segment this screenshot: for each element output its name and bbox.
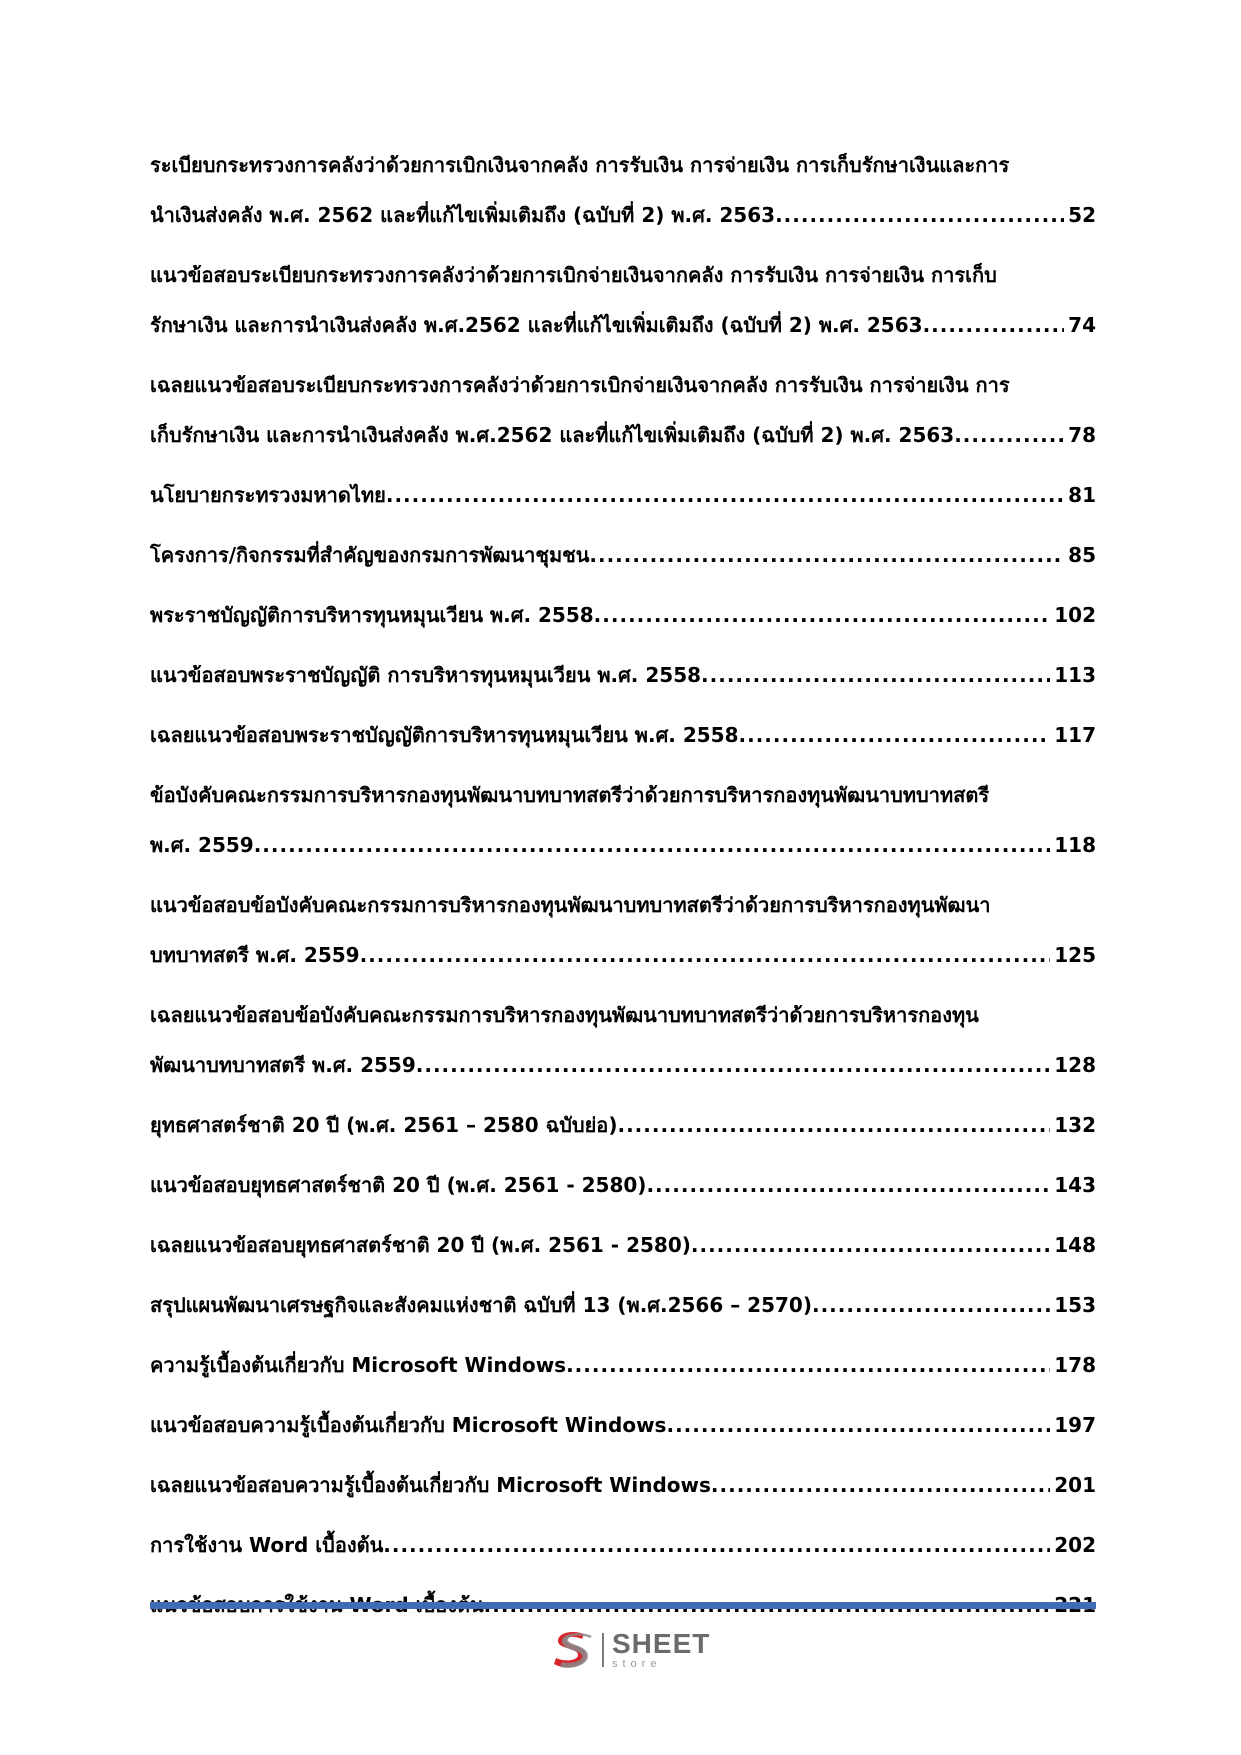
dot-leader [360,930,1051,980]
toc-entry-title: นำเงินส่งคลัง พ.ศ. 2562 และที่แก้ไขเพิ่มเติมถึง (ฉบับที่ 2) พ.ศ. 2563 [150,203,776,227]
toc-entry-title: ยุทธศาสตร์ชาติ 20 ปี (พ.ศ. 2561 – 2580 ฉบับย่อ) [150,1113,618,1137]
toc-entry-title: นโยบายกระทรวงมหาดไทย [150,483,386,507]
dot-leader [812,1280,1050,1330]
toc-entry[interactable] [150,1400,1096,1450]
toc-page-number: 113 [1054,663,1096,687]
toc-entry-title: โครงการ/กิจกรรมที่สำคัญของกรมการพัฒนาชุมชน [150,543,590,567]
toc-page-number: 153 [1054,1293,1096,1317]
dot-leader [566,1340,1050,1390]
toc-entry-last-line [150,1280,1096,1330]
toc-page-number: 202 [1054,1533,1096,1557]
toc-entry[interactable] [150,250,1096,350]
toc-entry-title-line: เฉลยแนวข้อสอบระเบียบกระทรวงการคลังว่าด้วยการเบิกจ่ายเงินจากคลัง การรับเงิน การจ่ายเงิน การ [150,373,1010,397]
toc-entry[interactable] [150,650,1096,700]
logo-subword: store [612,1658,662,1670]
toc-page-number: 132 [1054,1113,1096,1137]
dot-leader [775,190,1064,240]
toc-entry[interactable] [150,1520,1096,1570]
toc-entry-last-line [150,590,1096,640]
toc-page-number: 148 [1054,1233,1096,1257]
toc-entry[interactable] [150,590,1096,640]
toc-page-number: 178 [1054,1353,1096,1377]
table-of-contents [150,140,1096,1640]
toc-entry[interactable] [150,1280,1096,1330]
sheet-store-logo [548,1628,710,1672]
toc-entry[interactable] [150,1220,1096,1270]
toc-entry[interactable] [150,1460,1096,1510]
toc-page-number: 128 [1054,1053,1096,1077]
dot-leader [594,590,1051,640]
dot-leader [739,710,1051,760]
toc-entry[interactable] [150,990,1096,1090]
toc-entry-last-line [150,1400,1096,1450]
toc-entry-title: บทบาทสตรี พ.ศ. 2559 [150,943,360,967]
dot-leader [691,1220,1050,1270]
toc-entry[interactable] [150,470,1096,520]
dot-leader [383,1520,1050,1570]
toc-entry-last-line [150,710,1096,760]
toc-entry-last-line [150,530,1096,580]
dot-leader [711,1460,1050,1510]
toc-entry-title-line: แนวข้อสอบข้อบังคับคณะกรรมการบริหารกองทุนพัฒนาบทบาทสตรีว่าด้วยการบริหารกองทุนพัฒนา [150,893,991,917]
logo-separator [602,1633,604,1667]
toc-page-number: 85 [1068,543,1096,567]
toc-entry[interactable] [150,880,1096,980]
toc-entry-title: เฉลยแนวข้อสอบยุทธศาสตร์ชาติ 20 ปี (พ.ศ. 2561 - 2580) [150,1233,691,1257]
toc-entry-title: แนวข้อสอบความรู้เบื้องต้นเกี่ยวกับ Microsoft Windows [150,1413,667,1437]
toc-entry-title: เก็บรักษาเงิน และการนำเงินส่งคลัง พ.ศ.2562 และที่แก้ไขเพิ่มเติมถึง (ฉบับที่ 2) พ.ศ. 2563 [150,423,955,447]
toc-page-number: 52 [1068,203,1096,227]
dot-leader [589,530,1064,580]
toc-entry-title-line: ระเบียบกระทรวงการคลังว่าด้วยการเบิกเงินจากคลัง การรับเงิน การจ่ายเงิน การเก็บรักษาเงินและการ [150,153,1010,177]
toc-page-number: 102 [1054,603,1096,627]
dot-leader [701,650,1050,700]
toc-entry-last-line [150,410,1096,460]
toc-entry-title: พ.ศ. 2559 [150,833,254,857]
toc-page-number: 81 [1068,483,1096,507]
toc-entry[interactable] [150,530,1096,580]
toc-entry-title-line: เฉลยแนวข้อสอบข้อบังคับคณะกรรมการบริหารกองทุนพัฒนาบทบาทสตรีว่าด้วยการบริหารกองทุน [150,1003,979,1027]
toc-entry-title-line: ข้อบังคับคณะกรรมการบริหารกองทุนพัฒนาบทบาทสตรีว่าด้วยการบริหารกองทุนพัฒนาบทบาทสตรี [150,783,990,807]
toc-entry-title: แนวข้อสอบยุทธศาสตร์ชาติ 20 ปี (พ.ศ. 2561 - 2580) [150,1173,647,1197]
toc-entry-title: รักษาเงิน และการนำเงินส่งคลัง พ.ศ.2562 และที่แก้ไขเพิ่มเติมถึง (ฉบับที่ 2) พ.ศ. 2563 [150,313,923,337]
toc-page-number: 74 [1068,313,1096,337]
toc-entry-last-line [150,1460,1096,1510]
toc-page-number: 125 [1054,943,1096,967]
toc-page-number: 197 [1054,1413,1096,1437]
toc-entry-last-line [150,1220,1096,1270]
toc-entry-title: ความรู้เบื้องต้นเกี่ยวกับ Microsoft Windows [150,1353,567,1377]
toc-entry-last-line [150,650,1096,700]
dot-leader [666,1400,1050,1450]
toc-entry-title: พัฒนาบทบาทสตรี พ.ศ. 2559 [150,1053,416,1077]
toc-entry-last-line [150,820,1096,870]
dot-leader [617,1100,1050,1150]
toc-entry-title: แนวข้อสอบพระราชบัญญัติ การบริหารทุนหมุนเวียน พ.ศ. 2558 [150,663,702,687]
toc-entry[interactable] [150,1160,1096,1210]
toc-entry-title: สรุปแผนพัฒนาเศรษฐกิจและสังคมแห่งชาติ ฉบับที่ 13 (พ.ศ.2566 – 2570) [150,1293,812,1317]
toc-entry-title: พระราชบัญญัติการบริหารทุนหมุนเวียน พ.ศ. 2558 [150,603,594,627]
toc-entry-title: เฉลยแนวข้อสอบความรู้เบื้องต้นเกี่ยวกับ Microsoft Windows [150,1473,711,1497]
toc-entry[interactable] [150,1340,1096,1390]
toc-entry-title-line: แนวข้อสอบระเบียบกระทรวงการคลังว่าด้วยการเบิกจ่ายเงินจากคลัง การรับเงิน การจ่ายเงิน การเก็บ [150,263,997,287]
dot-leader [646,1160,1050,1210]
dot-leader [416,1040,1051,1090]
toc-page-number: 78 [1068,423,1096,447]
toc-entry-last-line [150,470,1096,520]
toc-entry[interactable] [150,770,1096,870]
toc-entry-last-line [150,190,1096,240]
dot-leader [254,820,1051,870]
logo-word: SHEET [612,1628,711,1659]
dot-leader [923,300,1065,350]
toc-entry[interactable] [150,710,1096,760]
toc-page-number: 117 [1054,723,1096,747]
toc-entry-last-line [150,1340,1096,1390]
dot-leader [386,470,1064,520]
dot-leader [954,410,1064,460]
toc-entry-last-line [150,300,1096,350]
toc-entry[interactable] [150,360,1096,460]
toc-entry-last-line [150,1100,1096,1150]
logo-text [612,1630,710,1670]
toc-entry-title: การใช้งาน Word เบื้องต้น [150,1533,384,1557]
toc-page-number: 143 [1054,1173,1096,1197]
footer-divider [150,1602,1096,1609]
toc-entry-last-line [150,1160,1096,1210]
toc-page-number: 118 [1054,833,1096,857]
toc-page-number: 201 [1054,1473,1096,1497]
sheet-store-logo-icon [548,1628,598,1672]
toc-entry-last-line [150,1520,1096,1570]
toc-entry-title: เฉลยแนวข้อสอบพระราชบัญญัติการบริหารทุนหมุนเวียน พ.ศ. 2558 [150,723,739,747]
toc-entry[interactable] [150,140,1096,240]
toc-entry[interactable] [150,1100,1096,1150]
toc-entry-last-line [150,930,1096,980]
toc-entry-last-line [150,1040,1096,1090]
